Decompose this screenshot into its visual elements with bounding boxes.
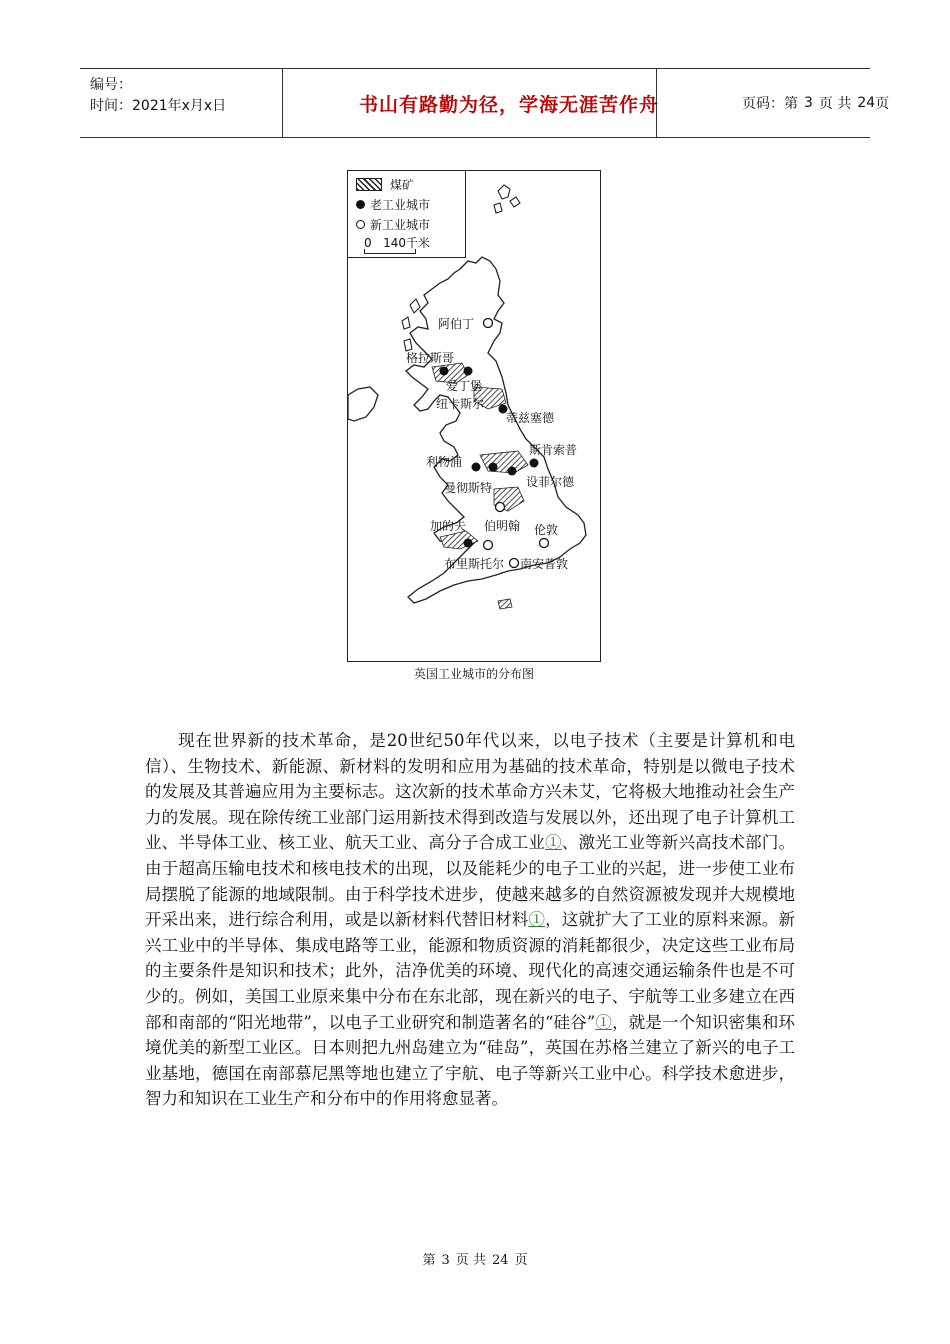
- footnote-link[interactable]: ①: [545, 833, 562, 853]
- london-new-marker: [540, 539, 549, 548]
- aberdeen-new-marker: [484, 319, 493, 328]
- footer-total: 24: [491, 1253, 509, 1268]
- body-text: [145, 728, 795, 1112]
- orkney-islands: [494, 185, 520, 213]
- cardiff-old-marker: [464, 539, 473, 548]
- footer-suffix: 页: [514, 1253, 528, 1268]
- map-legend: [348, 171, 466, 258]
- city-label-teesside: 蒂兹塞德: [506, 411, 555, 425]
- legend-new-city-label: 新工业城市: [370, 217, 431, 232]
- text-segment-2: 、激光工业等新兴高技术部门。由于超高压输电技术和核电技术的出现，以及能耗少的电子工业的兴起，进一步使工业布局摆脱了能源的地域限制。由于科学技术进步，使越来越多的自然资源被发现并大规模地开采出来，进行综合利用，或是以新材料代替旧材料: [145, 833, 796, 930]
- page-mid: 页 共: [818, 96, 852, 112]
- header-divider: [282, 69, 283, 137]
- southampton-new-marker: [510, 559, 519, 568]
- coal-hatch-icon: [356, 178, 382, 191]
- page-number: 3: [804, 95, 813, 111]
- city-label-bristol: 布里斯托尔: [444, 557, 505, 571]
- page-footer: [0, 1249, 950, 1268]
- city-label-glasgow: 格拉斯哥: [406, 351, 455, 365]
- scale-bar: [364, 249, 416, 254]
- legend-old-city-row: [356, 196, 430, 212]
- manchester-old-marker: [489, 463, 498, 472]
- legend-new-city-row: [356, 216, 430, 232]
- number-label: 编号：: [90, 77, 132, 93]
- birmingham-new-marker: [496, 503, 505, 512]
- legend-coal-label: 煤矿: [390, 177, 415, 192]
- city-label-edinburgh: 爱丁堡: [446, 379, 483, 393]
- page-label: 页码：第: [742, 96, 798, 112]
- city-label-scunthorpe: 斯肯索普: [529, 443, 578, 457]
- city-label-london: 伦敦: [534, 523, 559, 537]
- page-end: 页: [875, 96, 890, 112]
- city-label-manchester: 曼彻斯特: [444, 481, 493, 495]
- bristol-new-marker: [484, 541, 493, 550]
- uk-industrial-map: [347, 170, 601, 662]
- filled-circle-icon: [356, 200, 365, 209]
- map-caption: 英国工业城市的分布图: [413, 667, 534, 681]
- footnote-link[interactable]: ①: [595, 1012, 613, 1032]
- legend-scale-label: 0 140千米: [364, 235, 430, 250]
- footer-page: 3: [441, 1253, 450, 1268]
- page-total: 24: [857, 95, 876, 111]
- great-britain-outline: [406, 257, 586, 603]
- text-segment-1: 现在世界新的技术革命，是20世纪50年代以来，以电子技术（主要是计算机和电信）、生物技术、新能源、新材料的发明和应用为基础的技术革命，特别是以微电子技术的发展及其普遍应用为主要标志。这次新的技术革命方兴未艾，它将极大地推动社会生产力的发展。现在除传统工业部门运用新技术得到改造与发展以外，还出现了电子计算机工业、半导体工业、核工业、航天工业、高分子合成工业: [145, 731, 795, 853]
- city-label-liverpool: 利物浦: [426, 455, 463, 469]
- text-segment-4: ，就是一个知识密集和环境优美的新型工业区。日本则把九州岛建立为“硅岛”，英国在苏格兰建立了新兴的电子工业基地，德国在南部慕尼黑等地也建立了宇航、电子等新兴工业中心。科学技术愈进步，智力和知识在工业生产和分布中的作用将愈显著。: [145, 1012, 796, 1109]
- header-divider: [656, 69, 657, 137]
- page-header: [80, 68, 890, 138]
- header-motto: 书山有路勤为径，学海无涯苦作舟: [358, 93, 659, 116]
- city-label-aberdeen: 阿伯丁: [438, 317, 475, 331]
- text-segment-3: ，这就扩大了工业的原料来源。新兴工业中的半导体、集成电路等工业，能源和物质资源的消耗都很少，决定这些工业布局的主要条件是知识和技术；此外，洁净优美的环境、现代化的高速交通运输条件也是不可少的。例如，美国工业原来集中分布在东北部，现在新兴的电子、宇航等工业多建立在西部和南部的“阳光地带”，以电子工业研究和制造著名的“硅谷”: [145, 910, 796, 1032]
- header-page-info: [742, 69, 889, 137]
- hollow-circle-icon: [356, 220, 365, 229]
- city-label-cardiff: 加的夫: [430, 519, 467, 533]
- scunthorpe-old-marker: [530, 459, 539, 468]
- body-paragraph: [145, 728, 795, 1112]
- legend-coal-row: [356, 176, 414, 192]
- header-left-cell: [90, 75, 226, 117]
- liverpool-old-marker: [472, 463, 481, 472]
- city-label-newcastle: 纽卡斯尔: [436, 397, 485, 411]
- edinburgh-old-marker: [464, 367, 473, 376]
- sheffield-old-marker: [508, 467, 517, 476]
- footnote-link[interactable]: ①: [528, 910, 546, 930]
- time-label: 时间：2021年x月x日: [90, 98, 227, 114]
- legend-old-city-label: 老工业城市: [370, 197, 431, 212]
- glasgow-old-marker: [440, 367, 449, 376]
- city-label-birmingham: 伯明翰: [484, 519, 521, 533]
- footer-mid: 页 共: [455, 1253, 486, 1268]
- city-label-southampton: 南安普敦: [520, 557, 569, 571]
- ireland-fragment-outline: [348, 387, 378, 421]
- city-label-sheffield: 设菲尔德: [526, 475, 575, 489]
- footer-prefix: 第: [422, 1253, 436, 1268]
